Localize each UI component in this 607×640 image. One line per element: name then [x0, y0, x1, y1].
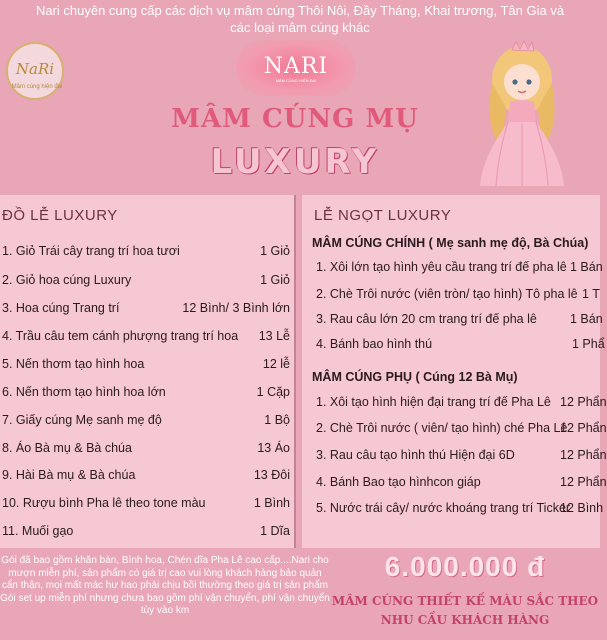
package-price: 6.000.000 đ [384, 551, 546, 582]
panel-heading: ĐỒ LỄ LUXURY [2, 207, 118, 224]
item-quantity: 1 Giỏ [260, 244, 290, 258]
list-item: 4. Bánh bao hình thú [316, 337, 433, 351]
list-item [2, 244, 180, 258]
item-label: 1. Giỏ Trái cây trang trí hoa tươi [2, 244, 180, 258]
list-item: 3. Rau câu tạo hình thú Hiện đại 6D [316, 448, 515, 462]
item-quantity: 13 Áo [257, 441, 290, 455]
list-item: 3. Rau câu lớn 20 cm trang trí đế pha lê [316, 312, 537, 326]
list-item [2, 357, 144, 371]
item-quantity: 1 Bán [570, 260, 603, 274]
item-quantity: 1 Giỏ [260, 273, 290, 287]
list-item: 4. Bánh Bao tạo hìnhcon giáp [316, 475, 481, 489]
nari-logo [6, 42, 64, 100]
panel-heading: LỄ NGỌT LUXURY [314, 207, 452, 224]
brand-name: NARI [263, 54, 329, 79]
le-ngot-panel [302, 195, 607, 548]
item-label: 8. Áo Bà mụ & Bà chúa [2, 441, 132, 455]
section-title: MÂM CÚNG CHÍNH ( Mẹ sanh mẹ độ, Bà Chúa) [312, 236, 589, 250]
item-label: 9. Hài Bà mụ & Bà chúa [2, 468, 136, 482]
list-item: 2. Chè Trôi nước ( viên/ tạo hình) ché Pha Lê [316, 421, 568, 435]
list-item [2, 301, 119, 315]
item-quantity: 13 Đôi [253, 468, 290, 482]
item-quantity: 12 Bình [560, 501, 604, 515]
page-subtitle: LUXURY [210, 142, 380, 182]
item-quantity: 12 Phẩn [560, 421, 607, 435]
item-quantity: 1 Phẩ [572, 337, 605, 351]
item-quantity: 1 Cặp [256, 385, 290, 399]
item-quantity: 1 Dĩa [260, 524, 290, 538]
list-item [2, 441, 132, 455]
list-item [2, 273, 131, 287]
list-item [2, 524, 73, 538]
item-label: 5. Nến thơm tạo hình hoa [2, 357, 145, 371]
item-label: 6. Nến thơm tạo hình hoa lớn [2, 385, 166, 399]
item-label: 7. Giấy cúng Mẹ sanh mẹ độ [2, 413, 162, 427]
item-quantity: 1 Bán [570, 312, 603, 326]
item-quantity: 12 Phẩn [560, 395, 607, 409]
list-item: 1. Xôi lớn tạo hình yêu cầu trang trí đế pha lê [316, 260, 567, 274]
note-text: Gói đã bao gồm khăn bàn, Bình hoa, Chén dĩa Pha Lê cao cấp....Nari cho mượn miễn phí, sản phẩm có giá trị cao vui lòng khách hàng bảo quản cẩn thận, mọi mất mác hư hao phải chịu bồi thường theo giá trị sản phẩm Gói set up miễn phí nhưng chưa bao gồm phí vận chuyển, phí vận chuyển tùy vào km [0, 555, 330, 616]
list-item [2, 468, 135, 482]
item-label: 11. Muối gạo [2, 524, 74, 538]
list-item: 5. Nước trái cây/ nước khoáng trang trí Ticker [316, 501, 571, 515]
logo-text: NaRi [15, 60, 55, 78]
item-quantity: 12 Phẩn [560, 448, 607, 462]
item-quantity: 1 Bộ [264, 413, 290, 427]
custom-design-note: MÂM CÚNG THIẾT KẾ MÀU SẮC THEO NHU CẦU KHÁCH HÀNG [331, 594, 599, 627]
page-title: MÂM CÚNG MỤ [171, 104, 419, 134]
package-note [0, 555, 330, 618]
item-label: 10. Rượu bình Pha lê theo tone màu [2, 496, 206, 510]
list-item [2, 496, 206, 510]
item-quantity: 12 Bình/ 3 Bình lớn [182, 301, 290, 315]
brand-badge [236, 40, 356, 96]
logo-ring-text: Mâm cúng hiện đại [11, 84, 63, 90]
list-item [2, 413, 162, 427]
item-quantity: 1 Bình [253, 496, 290, 510]
list-item [2, 385, 166, 399]
item-label: 3. Hoa cúng Trang trí [2, 301, 120, 315]
list-item [2, 329, 238, 343]
list-item: 1. Xôi tạo hình hiện đại trang trí đế Pha Lê [316, 395, 551, 409]
item-quantity: 13 Lễ [258, 329, 290, 343]
list-item: 2. Chè Trôi nước (viên tròn/ tạo hình) Tô pha lê [316, 287, 578, 301]
intro-text: Nari chuyên cung cấp các dịch vụ mâm cúng Thôi Nôi, Đầy Tháng, Khai trương, Tân Gia và các loại mâm cúng khác [35, 3, 565, 35]
do-le-panel [0, 195, 296, 548]
brand-tag: MÂM CÚNG HIỆN ĐẠI [275, 78, 317, 83]
item-quantity: 12 lễ [262, 357, 290, 371]
item-quantity: 1 T [582, 287, 600, 301]
item-quantity: 12 Phẩn [560, 475, 607, 489]
item-label: 2. Giỏ hoa cúng Luxury [2, 273, 132, 287]
section-title: MÂM CÚNG PHỤ ( Cúng 12 Bà Mụ) [312, 370, 518, 384]
princess-illustration [462, 38, 582, 188]
item-label: 4. Trầu câu tem cánh phượng trang trí hoa [2, 329, 239, 343]
